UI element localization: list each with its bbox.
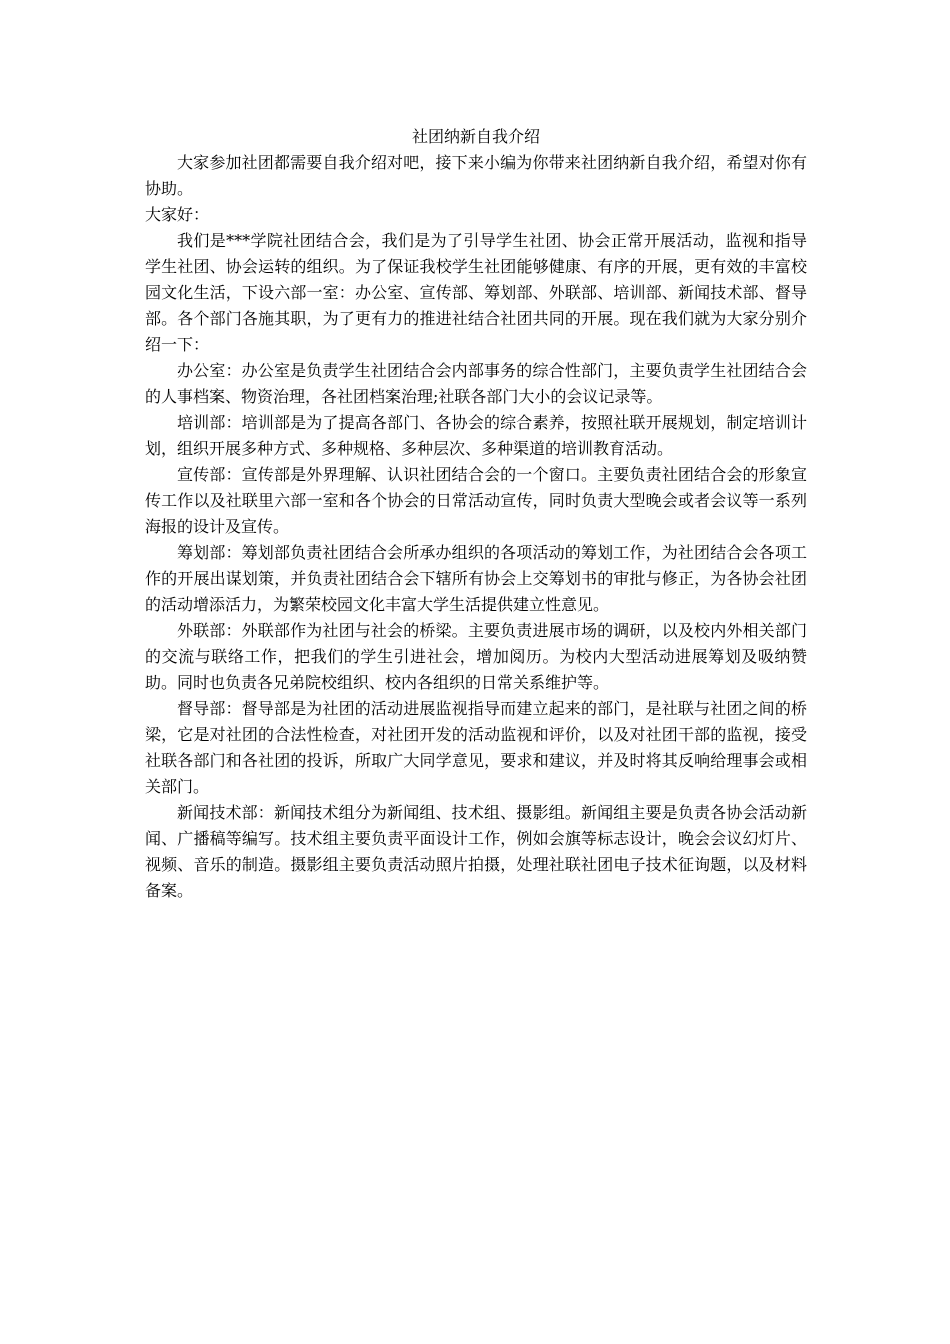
greeting: 大家好： <box>145 205 210 224</box>
paragraph-training: 培训部：培训部是为了提高各部门、各协会的综合素养，按照社联开展规划，制定培训计划，组织开展多种方式、多种规格、多种层次、多种渠道的培训教育活动。 <box>145 413 807 458</box>
paragraph-external: 外联部：外联部作为社团与社会的桥梁。主要负责进展市场的调研，以及校内外相关部门的交流与联络工作，把我们的学生引进社会，增加阅历。为校内大型活动进展筹划及吸纳赞助。同时也负责各兄弟院校组织、校内各组织的日常关系维护等。 <box>145 621 807 692</box>
paragraph-news-tech: 新闻技术部：新闻技术组分为新闻组、技术组、摄影组。新闻组主要是负责各协会活动新闻、广播稿等编写。技术组主要负责平面设计工作，例如会旗等标志设计，晚会会议幻灯片、视频、音乐的制造。摄影组主要负责活动照片拍摄，处理社联社团电子技术征询题，以及材料备案。 <box>145 803 807 900</box>
paragraph-office: 办公室：办公室是负责学生社团结合会内部事务的综合性部门，主要负责学生社团结合会的人事档案、物资治理，各社团档案治理;社联各部门大小的会议记录等。 <box>145 361 807 406</box>
paragraph-planning: 筹划部：筹划部负责社团结合会所承办组织的各项活动的筹划工作，为社团结合会各项工作的开展出谋划策，并负责社团结合会下辖所有协会上交筹划书的审批与修正，为各协会社团的活动增添活力，为繁荣校园文化丰富大学生活提供建立性意见。 <box>145 543 807 614</box>
intro-paragraph: 大家参加社团都需要自我介绍对吧，接下来小编为你带来社团纳新自我介绍，希望对你有协助。 <box>145 153 807 198</box>
document-title: 社团纳新自我介绍 <box>411 127 540 146</box>
paragraph-supervision: 督导部：督导部是为社团的活动进展监视指导而建立起来的部门，是社联与社团之间的桥梁，它是对社团的合法性检查，对社团开发的活动监视和评价，以及对社团干部的监视，接受社联各部门和各社团的投诉，所取广大同学意见，要求和建议，并及时将其反响给理事会或相关部门。 <box>145 699 807 796</box>
document-body <box>145 124 807 904</box>
paragraph-publicity: 宣传部：宣传部是外界理解、认识社团结合会的一个窗口。主要负责社团结合会的形象宣传工作以及社联里六部一室和各个协会的日常活动宣传，同时负责大型晚会或者会议等一系列海报的设计及宣传。 <box>145 465 807 536</box>
paragraph-overview: 我们是***学院社团结合会，我们是为了引导学生社团、协会正常开展活动，监视和指导学生社团、协会运转的组织。为了保证我校学生社团能够健康、有序的开展，更有效的丰富校园文化生活，下设六部一室：办公室、宣传部、筹划部、外联部、培训部、新闻技术部、督导部。各个部门各施其职，为了更有力的推进社结合社团共同的开展。现在我们就为大家分别介绍一下： <box>145 231 807 354</box>
